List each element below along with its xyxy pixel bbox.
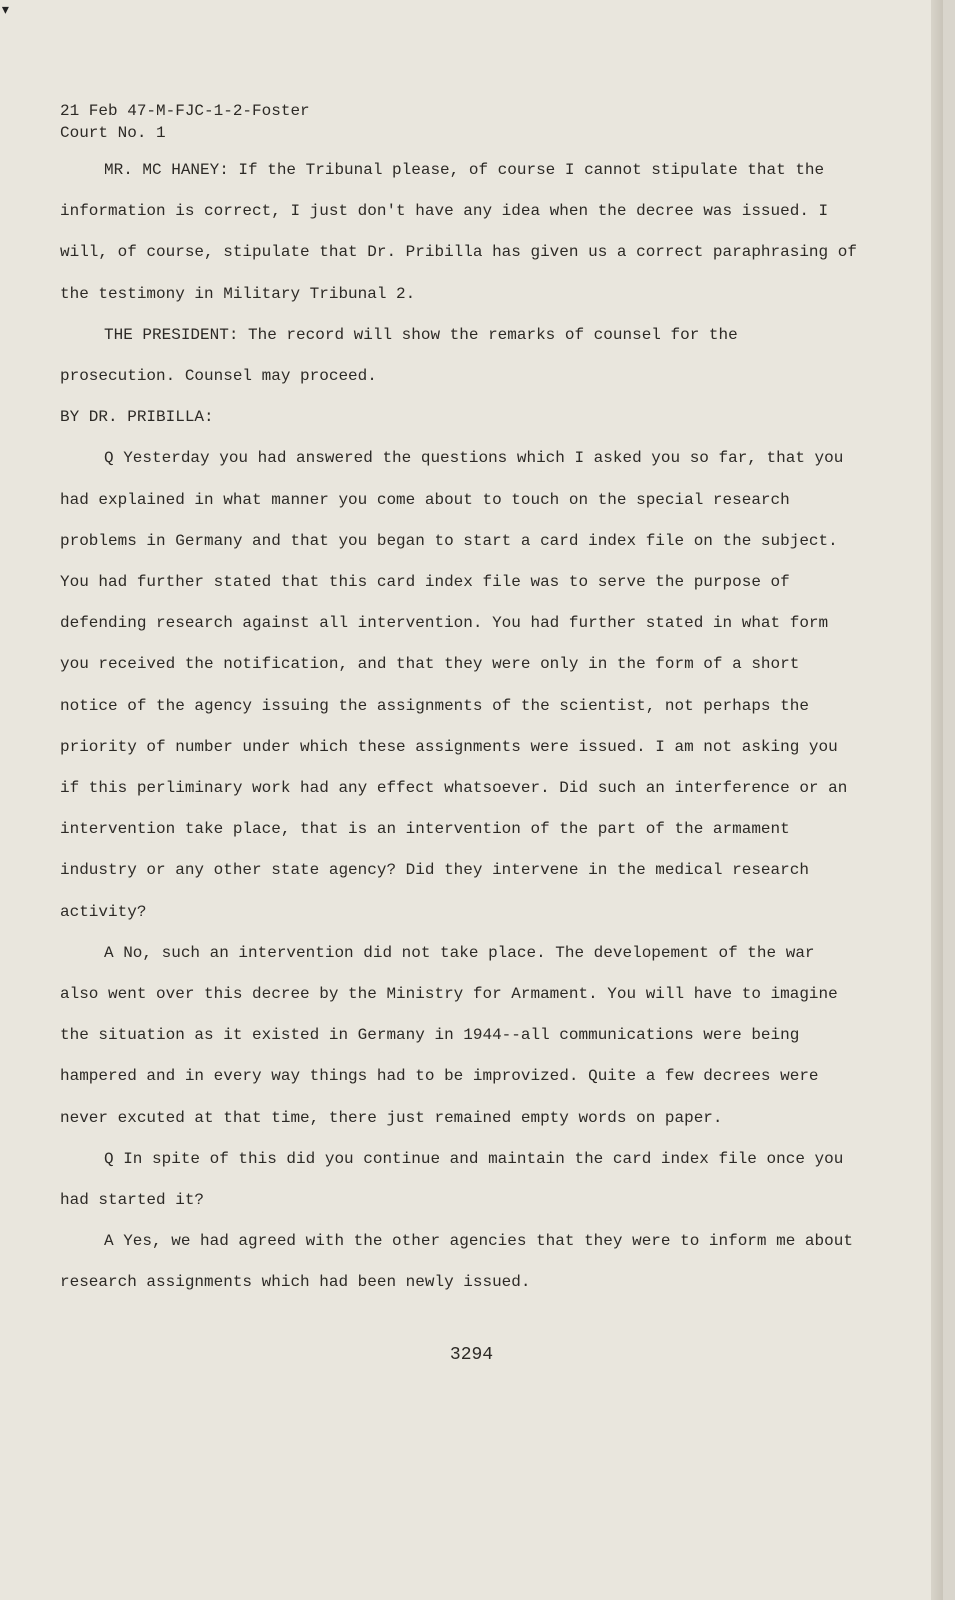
header-line-1: 21 Feb 47-M-FJC-1-2-Foster bbox=[60, 102, 310, 120]
staple-mark: ▾ bbox=[0, 1, 11, 21]
header-line-2: Court No. 1 bbox=[60, 124, 166, 142]
document-header bbox=[60, 100, 310, 144]
transcript-body bbox=[60, 150, 860, 1304]
paragraph-question-1: Q Yesterday you had answered the questions which I asked you so far, that you had explained in what manner you come about to touch on the special research problems in Germany and that you began to start a card index file on the subject. You had further stated that this card index file was to serve the purpose of defending research against all intervention. You had further stated in what form you received the notification, and that they were only in the form of a short notice of the agency issuing the assignments of the scientist, not perhaps the priority of number under which these assignments were issued. I am not asking you if this perliminary work had any effect whatsoever. Did such an interference or an intervention take place, that is an intervention of the part of the armament industry or any other state agency? Did they intervene in the medical research activity? bbox=[60, 449, 848, 921]
paragraph-mc-haney: MR. MC HANEY: If the Tribunal please, of course I cannot stipulate that the information is correct, I just don't have any idea when the decree was issued. I will, of course, stipulate that Dr. Pribilla has given us a correct paraphrasing of the testimony in Military Tribunal 2. bbox=[60, 161, 857, 303]
paragraph-by-dr-pribilla: BY DR. PRIBILLA: bbox=[60, 408, 214, 427]
page-number: 3294 bbox=[449, 1345, 494, 1365]
paragraph-president: THE PRESIDENT: The record will show the remarks of counsel for the prosecution. Counsel may proceed. bbox=[60, 325, 738, 386]
paragraph-question-2: Q In spite of this did you continue and maintain the card index file once you had started it? bbox=[60, 1149, 844, 1210]
paragraph-answer-1: A No, such an intervention did not take place. The developement of the war also went over this decree by the Ministry for Armament. You will have to imagine the situation as it existed in Germany in 1944--all communications were being hampered and in every way things had to be improvized. Quite a few decrees were never excuted at that time, there just remained empty words on paper. bbox=[60, 943, 838, 1127]
paragraph-answer-2: A Yes, we had agreed with the other agencies that they were to inform me about research assignments which had been newly issued. bbox=[60, 1232, 853, 1292]
